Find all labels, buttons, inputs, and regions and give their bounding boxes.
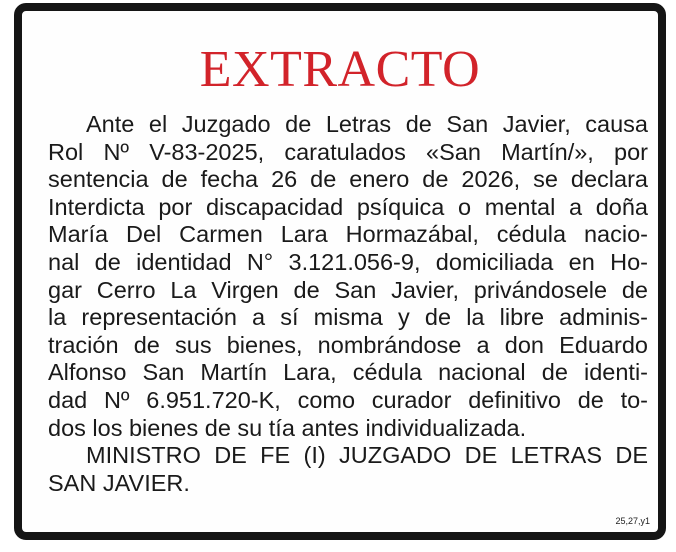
body-line: tración de sus bienes, nombrándose a don Eduardo (48, 331, 648, 358)
body-line: sentencia de fecha 26 de enero de 2026, se declara (48, 166, 648, 193)
body-line: gar Cerro La Virgen de San Javier, privándosele de (48, 276, 648, 303)
notice-title: EXTRACTO (199, 41, 481, 98)
body-line: María Del Carmen Lara Hormazábal, cédula nacio- (48, 221, 648, 248)
notice-box (14, 3, 666, 540)
body-line: dos los bienes de su tía antes individualizada. (48, 414, 527, 441)
body-line: Rol Nº V-83-2025, caratulados «San Martín/», por (48, 138, 648, 165)
signature-line: MINISTRO DE FE (I) JUZGADO DE LETRAS DE (86, 442, 648, 469)
body-line: Interdicta por discapacidad psíquica o mental a doña (48, 193, 648, 220)
reference-code: 25,27,y1 (615, 516, 650, 526)
notice-body (48, 111, 648, 497)
body-line: nal de identidad N° 3.121.056-9, domiciliada en Ho- (48, 248, 648, 275)
body-line: dad Nº 6.951.720-K, como curador definitivo de to- (48, 386, 648, 413)
body-line: Ante el Juzgado de Letras de San Javier, causa (86, 111, 648, 137)
signature-line: SAN JAVIER. (48, 469, 190, 496)
body-line: Alfonso San Martín Lara, cédula nacional de identi- (48, 359, 648, 386)
body-line: la representación a sí misma y de la libre adminis- (48, 304, 648, 331)
